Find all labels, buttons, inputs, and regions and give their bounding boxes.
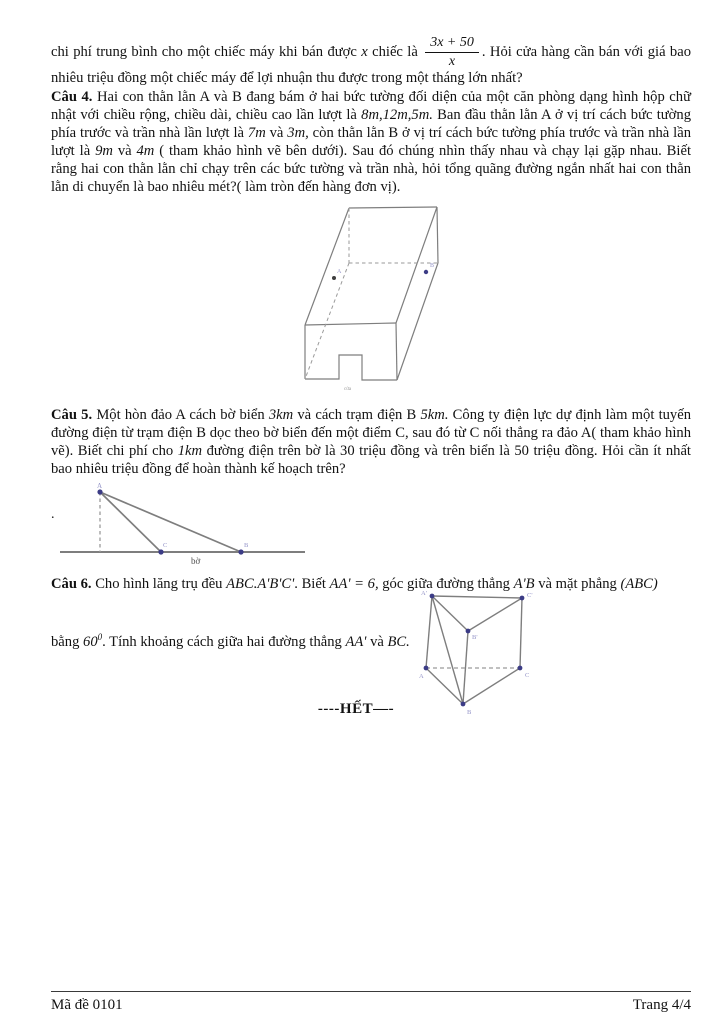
vertex-c-prime-label: C' [527, 592, 533, 599]
vertex-c-label: C [525, 672, 530, 679]
question-6-section [51, 575, 691, 751]
prism-vertices [424, 594, 525, 707]
page-content [51, 36, 691, 751]
inline-fraction: $\frac{3x + 50}{x}$ [425, 36, 479, 69]
shore-triangle-figure [53, 481, 315, 571]
end-marker: ----HẾT—- [317, 701, 395, 717]
box-solid-edges [305, 207, 438, 380]
lizard-a-point [332, 276, 336, 280]
prism-solid-edges [426, 596, 522, 704]
lizard-a-point-label: A [337, 269, 342, 275]
box-hidden-edges [305, 208, 438, 379]
lizard-b-point-label: B [430, 263, 435, 269]
prism-drawing [418, 589, 538, 719]
question-6-label: Câu 6. [51, 576, 92, 592]
intro-paragraph: chi phí trung bình cho một chiếc máy khi bán được x chiếc là $\frac{3x + 50}{x}$ . Hỏi cửa hàng cần bán với giá bao nhiêu triệu đồng một chiếc máy để lợi nhuận thu được trong một tháng lớn nhất? [51, 35, 691, 86]
question-6-line2: bằng $60^0$. Tính khoảng cách giữa hai đường thẳng AA' và BC. [51, 632, 410, 650]
station-b-label: B [244, 542, 249, 549]
box-room-drawing [291, 200, 451, 396]
page-footer [51, 991, 691, 1014]
stray-period: . [51, 507, 55, 522]
question-4-paragraph [51, 88, 691, 196]
point-c-label: C [163, 542, 168, 549]
page-number: Trang 4/4 [632, 997, 691, 1013]
question-4-text: Hai con thằn lằn A và B đang bám ở hai bức tường đối diện của một căn phòng dạng hình hộp chữ nhật với chiều rộng, chiều dài, chiều cao lần lượt là 8m,12m,5m. Ban đầu thằn lằn A ở vị trí cách bức tường phía trước và trần nhà lần lượt là 7m và 3m, còn thằn lằn B ở vị trí cách bức tường phía trước và trần nhà lần lượt là 9m và 4m ( tham khảo hình vẽ bên dưới). Sau đó chúng nhìn thấy nhau và chạy lại gặp nhau. Biết rằng hai con thằn lằn chỉ chạy trên các bức tường và trần nhà, hỏi tổng quãng đường ngắn nhất hai con thằn lằn di chuyển là bao nhiêu mét?( làm tròn đến hàng đơn vị). [51, 89, 692, 195]
island-a-label: A [97, 482, 103, 490]
door-label: cửa [344, 387, 352, 392]
vertex-b-prime-label: B' [472, 634, 478, 641]
station-b-point [238, 549, 243, 554]
point-c [158, 549, 163, 554]
question-5-paragraph [51, 406, 691, 478]
vertex-b-label: B [467, 709, 472, 716]
shore-label: bờ [191, 556, 201, 566]
vertex-a-label: A [419, 673, 424, 680]
question-4-label: Câu 4. [51, 89, 93, 105]
question-5-text: Một hòn đảo A cách bờ biển 3km và cách trạm điện B 5km. Công ty điện lực dự định làm một tuyến đường điện từ trạm điện B dọc theo bờ biển đến một điểm C, sau đó từ C nối thẳng ra đảo A( tham khảo hình vẽ). Biết chi phí cho 1km đường điện trên bờ là 30 triệu đồng và trên biển là 50 triệu đồng. Hỏi cần ít nhất bao nhiêu triệu đồng để hoàn thành kế hoạch trên? [51, 407, 692, 477]
island-a-point [97, 489, 102, 494]
lizard-b-point [424, 270, 428, 274]
cable-lines [100, 492, 241, 552]
exam-code: Mã đề 0101 [51, 997, 123, 1013]
question-6-text-line1: Cho hình lăng trụ đều ABC.A'B'C'. Biết AA' = 6, góc giữa đường thẳng A'B và mặt phẳng (ABC) [91, 576, 658, 592]
vertex-a-prime-label: A' [421, 590, 427, 597]
box-room-figure [291, 200, 451, 396]
prism-figure [418, 589, 538, 719]
question-5-label: Câu 5. [51, 407, 93, 423]
question-6-line1 [51, 575, 691, 593]
shore-triangle-drawing [53, 481, 315, 571]
